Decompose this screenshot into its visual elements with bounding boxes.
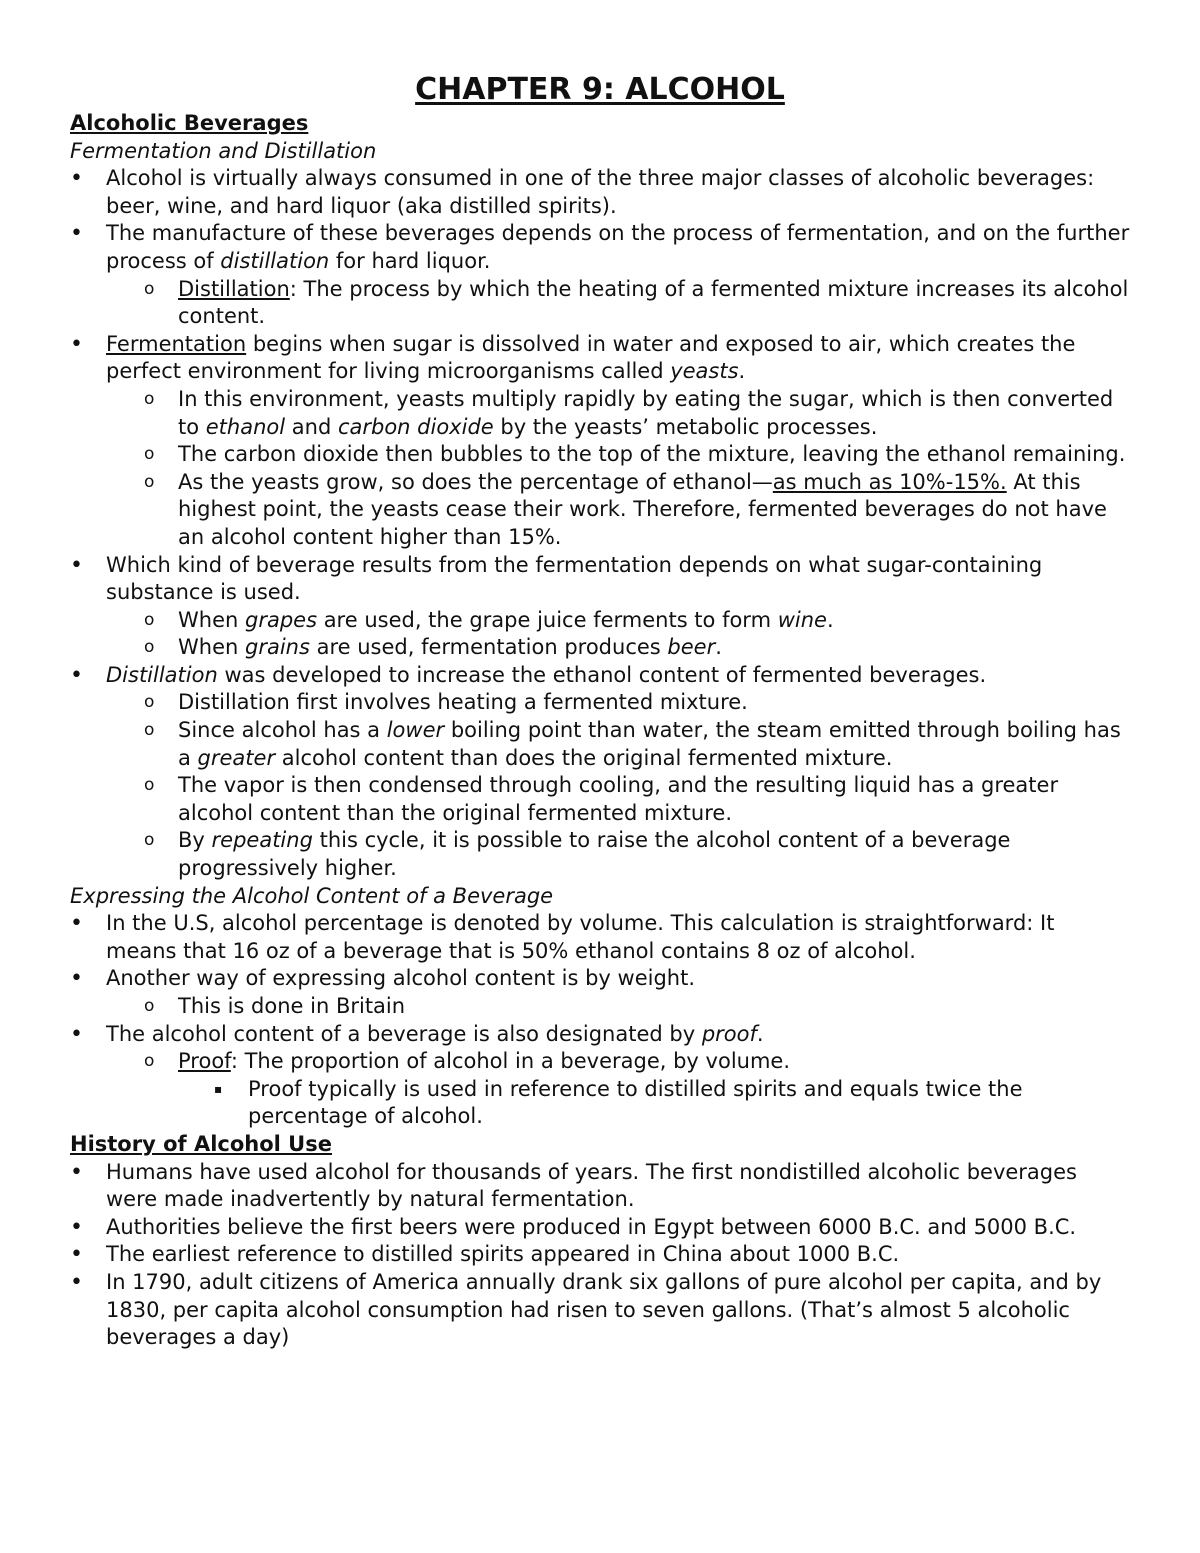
item-text: Distillation first involves heating a fermented mixture. — [178, 690, 748, 715]
item-text: Humans have used alcohol for thousands of years. The first nondistilled alcoholic beverages were made inadvertently by natural fermentation. — [106, 1159, 1077, 1212]
list-item — [70, 689, 1130, 717]
item-text: At this highest point, the yeasts cease their work. Therefore, fermented beverages do not have an alcohol content higher than 15%. — [178, 469, 1107, 549]
document-page — [70, 70, 1130, 1352]
item-text: : The proportion of alcohol in a beverage, by volume. — [230, 1049, 791, 1074]
bullet-disc: • — [70, 1242, 83, 1268]
list-item — [70, 1048, 1130, 1076]
list-item — [70, 1241, 1130, 1269]
item-text: This is done in Britain — [178, 994, 406, 1018]
item-text: Authorities believe the first beers were produced in Egypt between 6000 B.C. and 5000 B.C. — [106, 1214, 1077, 1239]
item-text: When — [178, 635, 245, 660]
list-item — [70, 634, 1130, 662]
emphasis-text: grains — [244, 635, 310, 660]
list-item — [70, 607, 1130, 635]
bullet-disc: • — [70, 1021, 83, 1047]
list-item — [70, 469, 1130, 552]
bullet-circle: o — [144, 278, 155, 299]
item-text: Another way of expressing alcohol content is by weight. — [106, 966, 695, 991]
item-text: Which kind of beverage results from the fermentation depends on what sugar-containing substance is used. — [106, 552, 1043, 605]
bullet-disc: • — [70, 221, 83, 247]
bullet-disc: • — [70, 966, 83, 992]
item-text: by the yeasts’ metabolic processes. — [493, 414, 878, 439]
list-item — [70, 441, 1130, 469]
list-item — [70, 1021, 1130, 1049]
bullet-disc: • — [70, 331, 83, 357]
item-text: . — [756, 1021, 764, 1046]
list-item — [70, 910, 1130, 965]
item-text: . — [738, 359, 746, 384]
emphasis-text: lower — [386, 718, 445, 743]
item-text: When — [178, 607, 245, 632]
item-text: The alcohol content of a beverage is also designated by — [106, 1021, 702, 1046]
bullet-circle: o — [144, 637, 155, 658]
emphasis-text: beer — [667, 635, 716, 660]
item-text: was developed to increase the ethanol content of fermented beverages. — [217, 662, 987, 687]
subheading-expressing-alcohol-content: Expressing the Alcohol Content of a Beverage — [70, 883, 554, 908]
list-item — [70, 827, 1130, 882]
bullet-disc: • — [70, 552, 83, 578]
bullet-disc: • — [70, 662, 83, 688]
item-text: . — [715, 635, 722, 660]
bullet-circle: o — [144, 609, 155, 630]
item-text: alcohol content than does the original fermented mixture. — [275, 745, 893, 770]
item-text: are used, fermentation produces — [309, 635, 668, 660]
subheading-fermentation-distillation: Fermentation and Distillation — [70, 138, 377, 163]
item-text: this cycle, it is possible to raise the alcohol content of a beverage progressively higher. — [178, 828, 1011, 881]
list-item — [70, 772, 1130, 827]
emphasis-text: wine — [777, 607, 827, 632]
defined-term: Distillation — [178, 276, 290, 301]
defined-term: Fermentation — [106, 331, 247, 356]
item-text: The carbon dioxide then bubbles to the top of the mixture, leaving the ethanol remaining. — [178, 442, 1126, 467]
item-text: . — [826, 607, 834, 632]
section-heading-alcoholic-beverages: Alcoholic Beverages — [70, 111, 309, 135]
emphasis-text: repeating — [211, 828, 313, 853]
emphasis-text: grapes — [244, 607, 318, 632]
bullet-circle: o — [144, 444, 155, 465]
emphasis-text: distillation — [220, 248, 330, 273]
list-item — [70, 552, 1130, 607]
emphasis-text: yeasts — [670, 359, 739, 384]
item-text: In this environment, yeasts multiply rapidly by eating the sugar, which is then converted to — [178, 386, 1114, 439]
item-text: boiling point than water, the steam emitted through boiling has a — [178, 718, 1121, 770]
bullet-circle: o — [144, 1051, 155, 1072]
list-item — [70, 276, 1130, 331]
item-text: The vapor is then condensed through cooling, and the resulting liquid has a greater alcohol content than the original fermented mixture. — [178, 773, 1059, 825]
item-text: The manufacture of these beverages depends on the process of fermentation, and on the further process of — [106, 221, 1130, 273]
list-item — [70, 965, 1130, 993]
item-text: In the U.S, alcohol percentage is denoted by volume. This calculation is straightforward: It means that 16 oz of a beverage that is 50% ethanol contains 8 oz of alcohol. — [106, 911, 1055, 963]
item-text: and — [285, 414, 338, 439]
item-text: begins when sugar is dissolved in water and exposed to air, which creates the perfect environment for living microorganisms called — [106, 331, 1076, 384]
list-item — [70, 662, 1130, 690]
emphasis-text: proof — [701, 1021, 757, 1046]
item-text: Since alcohol has a — [178, 718, 387, 743]
bullet-circle: o — [144, 720, 155, 741]
item-text: As the yeasts grow, so does the percentage of ethanol— — [178, 469, 773, 494]
item-text: are used, the grape juice ferments to form — [317, 607, 778, 632]
list-item — [70, 1076, 1130, 1131]
list-item — [70, 1269, 1130, 1352]
item-text: By — [178, 828, 212, 853]
defined-term: Proof — [178, 1049, 231, 1074]
item-text: for hard liquor. — [329, 248, 491, 273]
bullet-circle: o — [144, 996, 155, 1016]
bullet-disc: • — [70, 1214, 83, 1240]
list-item — [70, 1214, 1130, 1242]
list-item — [70, 1159, 1130, 1214]
bullet-circle: o — [144, 775, 155, 796]
list-item — [70, 993, 1130, 1021]
bullet-disc: • — [70, 911, 83, 937]
emphasis-text: Distillation — [106, 662, 218, 687]
list-item — [70, 717, 1130, 772]
emphasis-text: greater — [197, 745, 276, 770]
list-item — [70, 165, 1130, 220]
bullet-circle: o — [144, 471, 155, 492]
item-text: The earliest reference to distilled spirits appeared in China about 1000 B.C. — [106, 1242, 900, 1267]
list-item — [70, 331, 1130, 386]
bullet-disc: • — [70, 1269, 83, 1295]
bullet-square: ▪ — [214, 1081, 223, 1096]
bullet-circle: o — [144, 388, 155, 409]
item-text: In 1790, adult citizens of America annually drank six gallons of pure alcohol per capita, and by 1830, per capita alcohol consumption had risen to seven gallons. (That’s almost 5 alcoholic beverages a day) — [106, 1269, 1102, 1350]
bullet-disc: • — [70, 1159, 83, 1185]
list-item — [70, 220, 1130, 275]
chapter-title: CHAPTER 9: ALCOHOL — [415, 72, 785, 107]
list-item — [70, 386, 1130, 441]
item-text: Proof typically is used in reference to distilled spirits and equals twice the percentage of alcohol. — [248, 1076, 1023, 1129]
item-text: : The process by which the heating of a fermented mixture increases its alcohol content. — [178, 276, 1129, 329]
section-heading-history: History of Alcohol Use — [70, 1131, 332, 1156]
bullet-circle: o — [144, 692, 155, 713]
underlined-text: as much as 10%-15%. — [772, 469, 1007, 494]
bullet-circle: o — [144, 830, 155, 851]
emphasis-text: ethanol — [205, 414, 286, 439]
item-text: Alcohol is virtually always consumed in one of the three major classes of alcoholic beverages: beer, wine, and hard liquor (aka distilled spirits). — [106, 166, 1095, 218]
emphasis-text: carbon dioxide — [337, 414, 494, 439]
bullet-disc: • — [70, 166, 83, 192]
